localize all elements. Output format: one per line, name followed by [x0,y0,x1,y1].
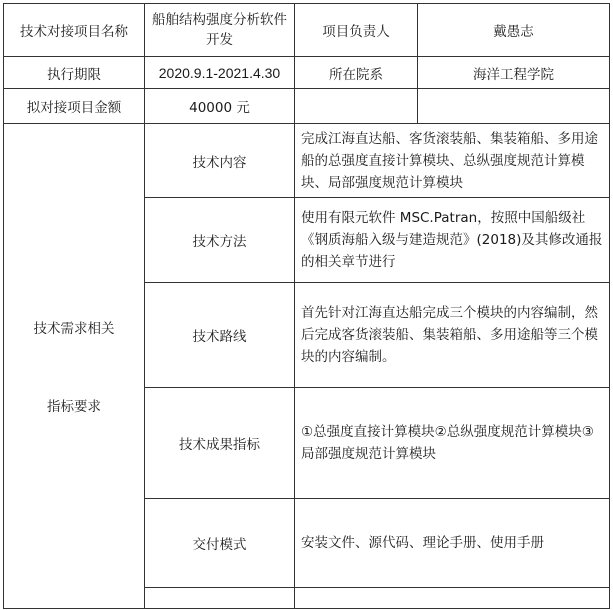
empty-cell [295,89,418,124]
table-row [4,57,610,89]
table-row [4,4,610,57]
amount-label: 拟对接项目金额 [4,89,145,124]
requirements-section-label [4,124,145,609]
item-text-content: 完成江海直达船、客货滚装船、集装箱船、多用途船的总强度直接计算模块、总纵强度规范计算模块、局部强度规范计算模块 [295,124,610,198]
empty-cell [418,89,610,124]
item-text-results: ①总强度直接计算模块②总纵强度规范计算模块③局部强度规范计算模块 [295,388,610,499]
item-label-content: 技术内容 [145,124,295,198]
project-info-table [3,3,610,609]
item-text-route: 首先针对江海直达船完成三个模块的内容编制，然后完成客货滚装船、集装箱船、多用途船等三个模块的内容编制。 [295,283,610,388]
section-label-line2: 指标要求 [47,399,101,415]
project-name-value: 船舶结构强度分析软件开发 [145,4,295,57]
empty-cell [295,588,610,609]
table-row [4,89,610,124]
leader-label: 项目负责人 [295,4,418,57]
item-label-method: 技术方法 [145,198,295,283]
item-label-route: 技术路线 [145,283,295,388]
period-label: 执行期限 [4,57,145,89]
section-label-line1: 技术需求相关 [33,321,115,337]
period-value: 2020.9.1-2021.4.30 [145,57,295,89]
leader-value: 戴愚志 [418,4,610,57]
college-label: 所在院系 [295,57,418,89]
item-text-delivery: 安装文件、源代码、理论手册、使用手册 [295,499,610,588]
item-text-method: 使用有限元软件 MSC.Patran，按照中国船级社《钢质海船入级与建造规范》(2018)及其修改通报的相关章节进行 [295,198,610,283]
college-value: 海洋工程学院 [418,57,610,89]
amount-value: 40000 元 [145,89,295,124]
item-label-delivery: 交付模式 [145,499,295,588]
empty-cell [145,588,295,609]
project-name-label: 技术对接项目名称 [4,4,145,57]
item-label-results: 技术成果指标 [145,388,295,499]
table-row [4,124,610,198]
